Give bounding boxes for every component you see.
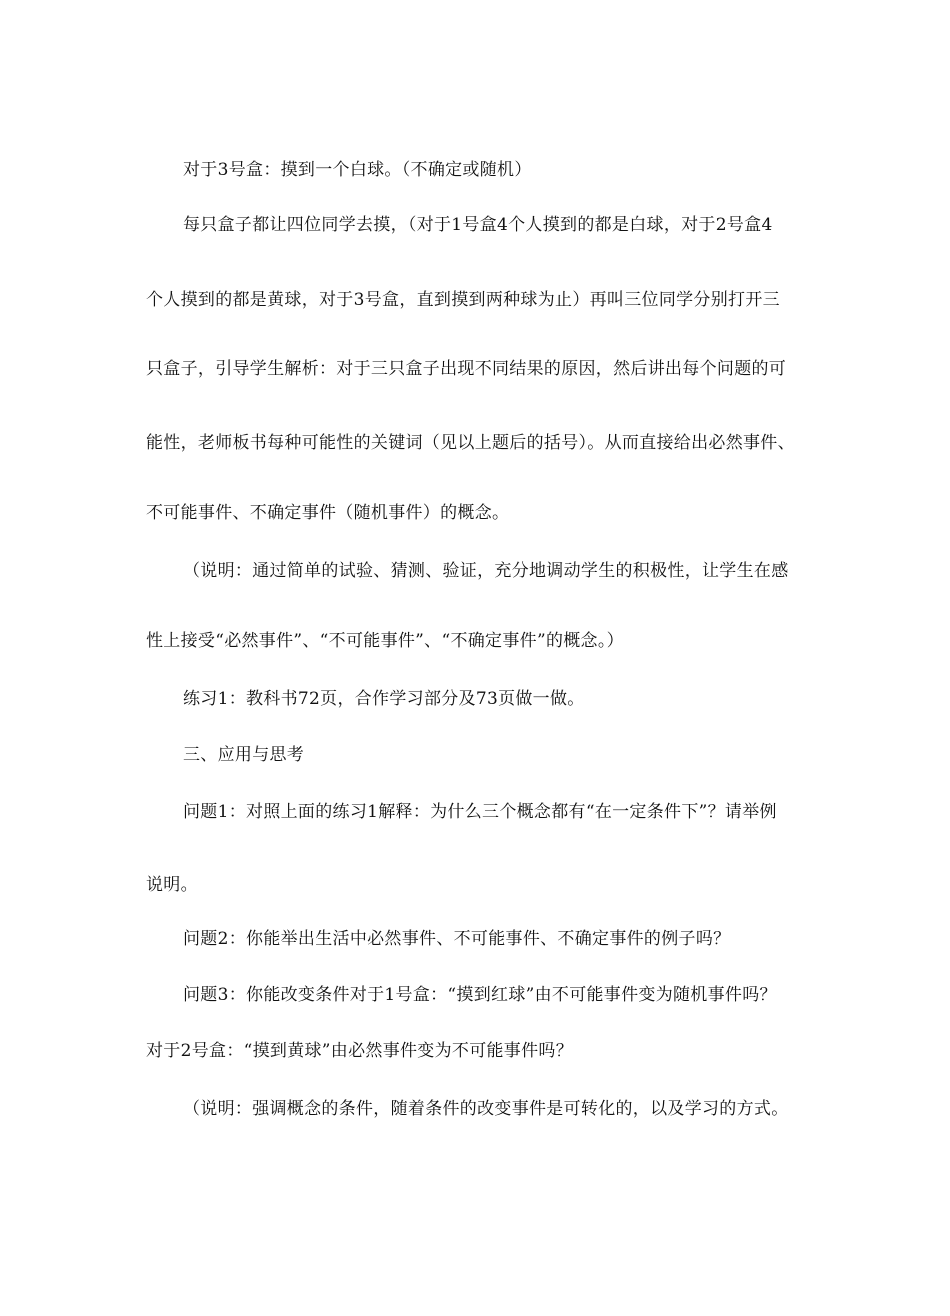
paragraph-activity-line-1: 每只盒子都让四位同学去摸，（对于1号盒4个人摸到的都是白球，对于2号盒4: [183, 215, 773, 235]
note-2: （说明：强调概念的条件，随着条件的改变事件是可转化的，以及学习的方式。: [183, 1099, 789, 1119]
question-2: 问题2：你能举出生活中必然事件、不可能事件、不确定事件的例子吗？: [183, 929, 731, 949]
question-3-line-1: 问题3：你能改变条件对于1号盒：“摸到红球”由不可能事件变为随机事件吗？: [183, 985, 777, 1005]
question-3-line-2: 对于2号盒：“摸到黄球”由必然事件变为不可能事件吗？: [146, 1041, 573, 1061]
paragraph-activity-line-5: 不可能事件、不确定事件（随机事件）的概念。: [146, 503, 510, 523]
note-1-line-2: 性上接受“必然事件”、“不可能事件”、“不确定事件”的概念。）: [146, 631, 624, 651]
question-1-line-2: 说明。: [146, 875, 198, 895]
question-1-line-1: 问题1：对照上面的练习1解释：为什么三个概念都有“在一定条件下”？请举例: [183, 802, 777, 822]
note-1-line-1: （说明：通过简单的试验、猜测、验证，充分地调动学生的积极性，让学生在感: [183, 561, 789, 581]
paragraph-activity-line-2: 个人摸到的都是黄球，对于3号盒，直到摸到两种球为止）再叫三位同学分别打开三: [146, 290, 780, 310]
exercise-1: 练习1：教科书72页，合作学习部分及73页做一做。: [183, 689, 585, 709]
paragraph-box3-result: 对于3号盒：摸到一个白球。（不确定或随机）: [183, 160, 532, 180]
section-heading: 三、应用与思考: [183, 745, 305, 765]
paragraph-activity-line-3: 只盒子，引导学生解析：对于三只盒子出现不同结果的原因，然后讲出每个问题的可: [146, 359, 787, 379]
paragraph-activity-line-4: 能性，老师板书每种可能性的关键词（见以上题后的括号）。从而直接给出必然事件、: [146, 433, 795, 453]
